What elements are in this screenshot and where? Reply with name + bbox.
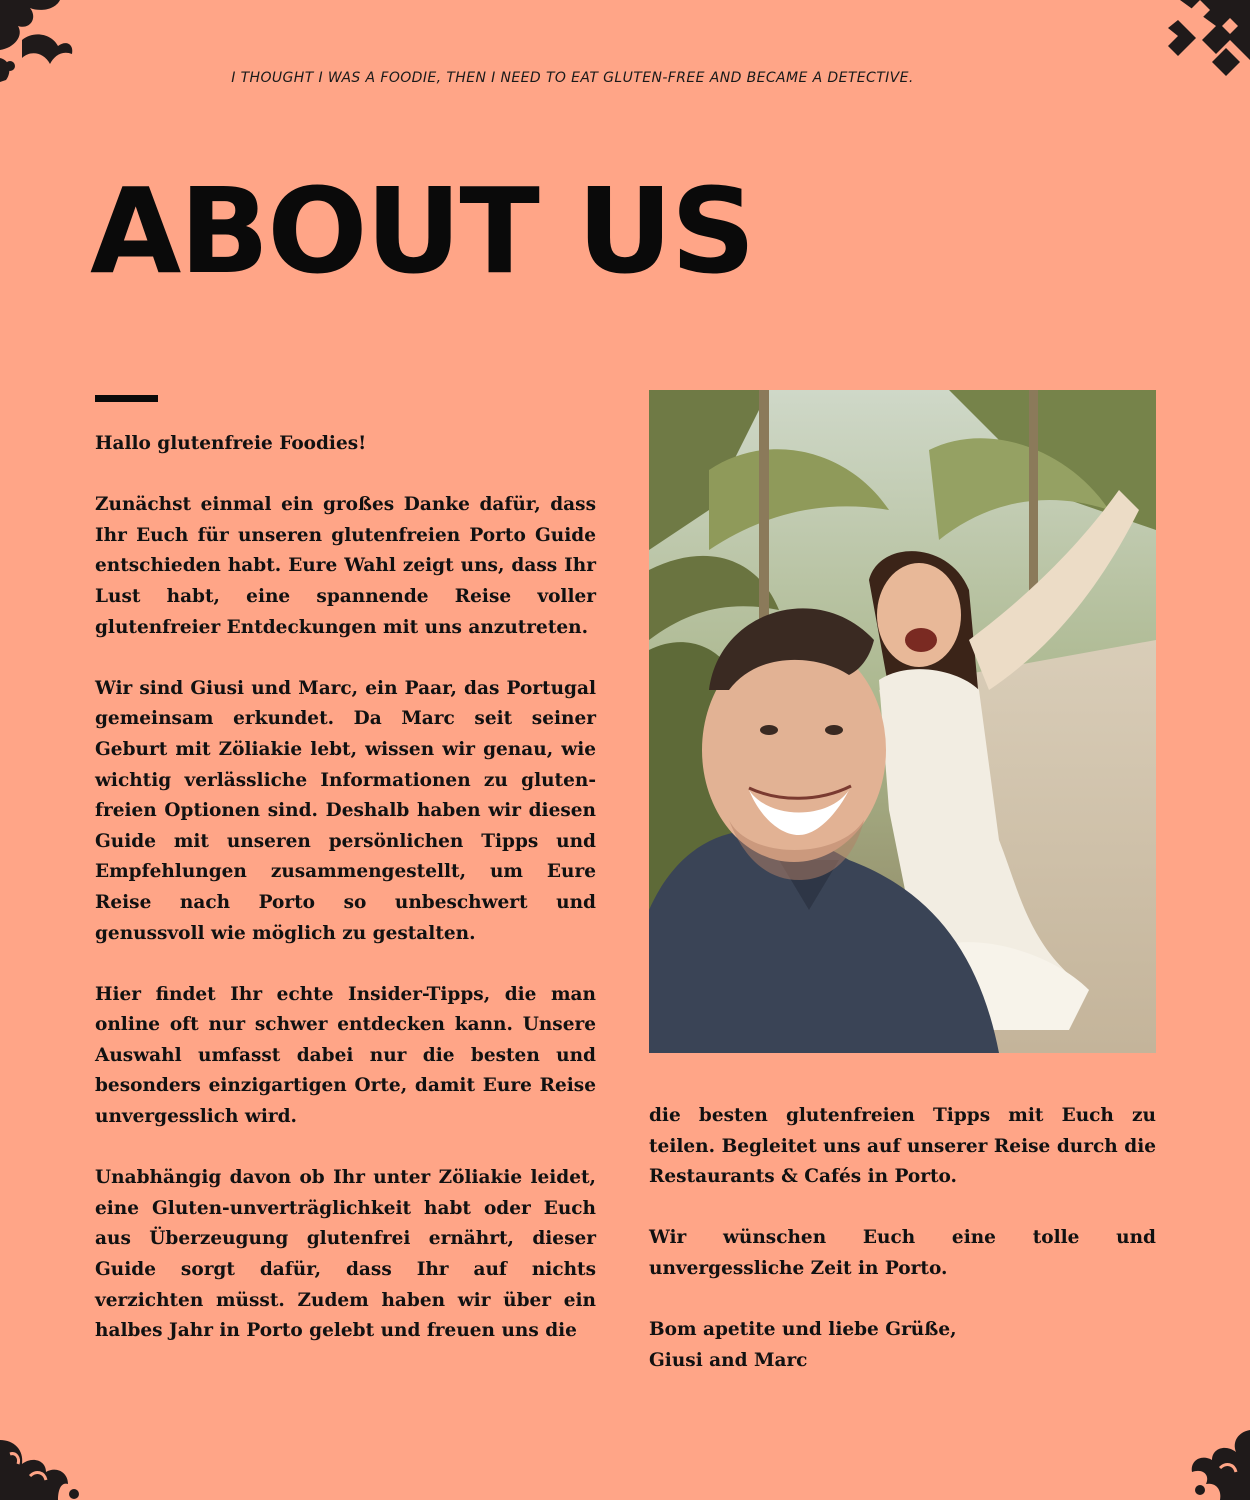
left-text-column <box>95 429 596 1347</box>
continuation-paragraph: die besten glutenfreien Tipps mit Euch zu teilen. Begleitet uns auf unserer Reise durch die Restaurants & Cafés in Porto. <box>649 1105 1156 1188</box>
wishes-paragraph: Wir wünschen Euch eine tolle und unvergessliche Zeit in Porto. <box>649 1227 1156 1279</box>
about-paragraph: Wir sind Giusi und Marc, ein Paar, das Portugal gemeinsam erkundet. Da Marc seit seiner Geburt mit Zöliakie lebt, wissen wir genau, wie wichtig verlässliche Informationen zu gluten-freien Optionen sind. Deshalb haben wir diesen Guide mit unseren persönlichen Tipps und Empfehlungen zusammengestellt, um Eure Reise nach Porto so unbeschwert und genussvoll wie möglich zu gestalten. <box>95 677 596 944</box>
greeting: Hallo glutenfreie Foodies! <box>95 433 367 454</box>
signoff <box>649 1315 1156 1376</box>
corner-ornament-bottom-left-icon <box>0 1410 90 1500</box>
signoff-greeting: Bom apetite und liebe Grüße, <box>649 1319 957 1341</box>
tagline: I THOUGHT I WAS A FOODIE, THEN I NEED TO EAT GLUTEN-FREE AND BECAME A DETECTIVE. <box>231 70 914 86</box>
audience-paragraph: Unabhängig davon ob Ihr unter Zöliakie leidet, eine Gluten-unverträglichkeit habt oder Euch aus Überzeugung glutenfrei ernährt, dieser Guide sorgt dafür, dass Ihr auf nichts verzichten müsst. Zudem haben wir über ein halbes Jahr in Porto gelebt und freuen uns die <box>95 1167 596 1342</box>
signoff-names: Giusi and Marc <box>649 1349 808 1371</box>
couple-selfie-photo <box>649 390 1156 1053</box>
corner-ornament-bottom-right-icon <box>1160 1410 1250 1500</box>
page-title: ABOUT US <box>90 162 754 300</box>
insider-tips-paragraph: Hier findet Ihr echte Insider-Tipps, die man online oft nur schwer entdecken kann. Unsere Auswahl umfasst dabei nur die besten und besonders einzigartigen Orte, damit Eure Reise unvergesslich wird. <box>95 983 596 1128</box>
corner-ornament-top-right-icon <box>1160 0 1250 90</box>
right-text-column <box>649 1101 1156 1376</box>
intro-paragraph: Zunächst einmal ein großes Danke dafür, dass Ihr Euch für unseren glutenfreien Porto Guide entschieden habt. Eure Wahl zeigt uns, dass Ihr Lust habt, eine spannende Reise voller glutenfreier Entdeckungen mit uns anzutreten. <box>95 494 596 638</box>
title-divider <box>95 395 158 402</box>
